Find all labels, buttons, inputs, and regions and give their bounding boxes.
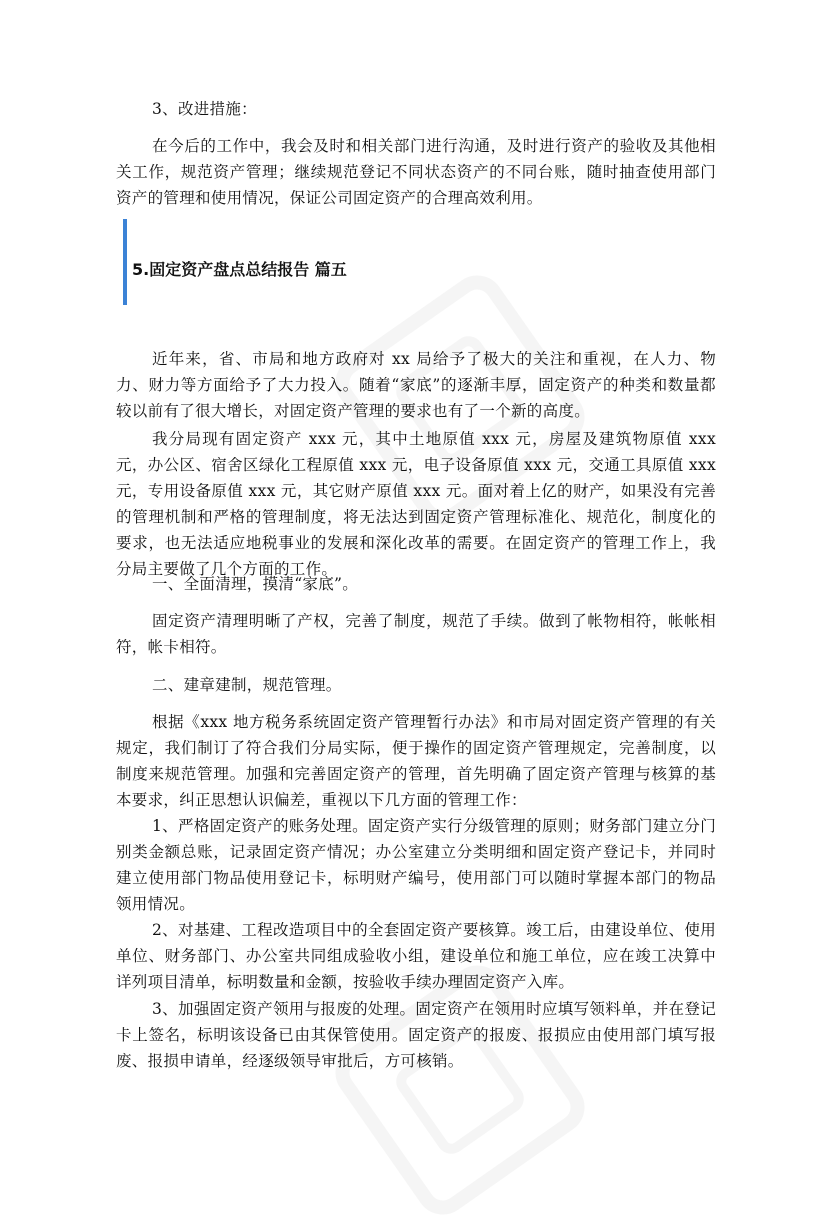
paragraph-measures-heading: 3、改进措施： bbox=[152, 100, 257, 118]
paragraph-assets-summary: 我分局现有固定资产 xxx 元，其中土地原值 xxx 元，房屋及建筑物原值 xxx 元，办公区、宿舍区绿化工程原值 xxx 元，电子设备原值 xxx 元，交通工具原值 xxx 元，专用设备原值 xxx 元，其它财产原值 xxx 元。面对着上亿的财产，如果没有完善的管理机制和严格的管理制度，将无法达到固定资产管理标准化、规范化，制度化的要求，也无法适应地税事业的发展和深化改革的需要。在固定资产的管理工作上，我分局主要做了几个方面的工作。 bbox=[116, 430, 716, 578]
paragraph-point-two-body: 根据《xxx 地方税务系统固定资产管理暂行办法》和市局对固定资产管理的有关规定，我们制订了符合我们分局实际，便于操作的固定资产管理规定，完善制度，以制度来规范管理。加强和完善固定资产的管理，首先明确了固定资产管理与核算的基本要求，纠正思想认识偏差，重视以下几方面的管理工作： bbox=[116, 713, 716, 809]
paragraph-item-two: 2、对基建、工程改造项目中的全套固定资产要核算。竣工后，由建设单位、使用单位、财务部门、办公室共同组成验收小组，建设单位和施工单位，应在竣工决算中详列项目清单，标明数量和金额，按验收手续办理固定资产入库。 bbox=[116, 921, 716, 991]
paragraph-item-three: 3、加强固定资产领用与报废的处理。固定资产在领用时应填写领料单，并在登记卡上签名，标明该设备已由其保管使用。固定资产的报废、报损应由使用部门填写报废、报损申请单，经逐级领导审批后，方可核销。 bbox=[116, 1000, 716, 1070]
paragraph-point-one-body: 固定资产清理明晰了产权，完善了制度，规范了手续。做到了帐物相符，帐帐相符，帐卡相符。 bbox=[116, 612, 716, 656]
paragraph-item-one: 1、严格固定资产的账务处理。固定资产实行分级管理的原则；财务部门建立分门别类金额总账，记录固定资产情况；办公室建立分类明细和固定资产登记卡，并同时建立使用部门物品使用登记卡，标明财产编号，使用部门可以随时掌握本部门的物品领用情况。 bbox=[116, 817, 716, 913]
section-heading-bar bbox=[123, 219, 127, 305]
paragraph-point-one-title: 一、全面清理，摸清“家底”。 bbox=[152, 575, 359, 593]
paragraph-point-two-title: 二、建章建制，规范管理。 bbox=[152, 676, 342, 694]
section-heading: 5.固定资产盘点总结报告 篇五 bbox=[132, 260, 347, 279]
paragraph-measures-body: 在今后的工作中，我会及时和相关部门进行沟通，及时进行资产的验收及其他相关工作，规范资产管理；继续规范登记不同状态资产的不同台账，随时抽查使用部门资产的管理和使用情况，保证公司固定资产的合理高效利用。 bbox=[116, 137, 716, 207]
paragraph-intro: 近年来，省、市局和地方政府对 xx 局给予了极大的关注和重视，在人力、物力、财力等方面给予了大力投入。随着“家底”的逐渐丰厚，固定资产的种类和数量都较以前有了很大增长，对固定资产管理的要求也有了一个新的高度。 bbox=[116, 350, 716, 420]
